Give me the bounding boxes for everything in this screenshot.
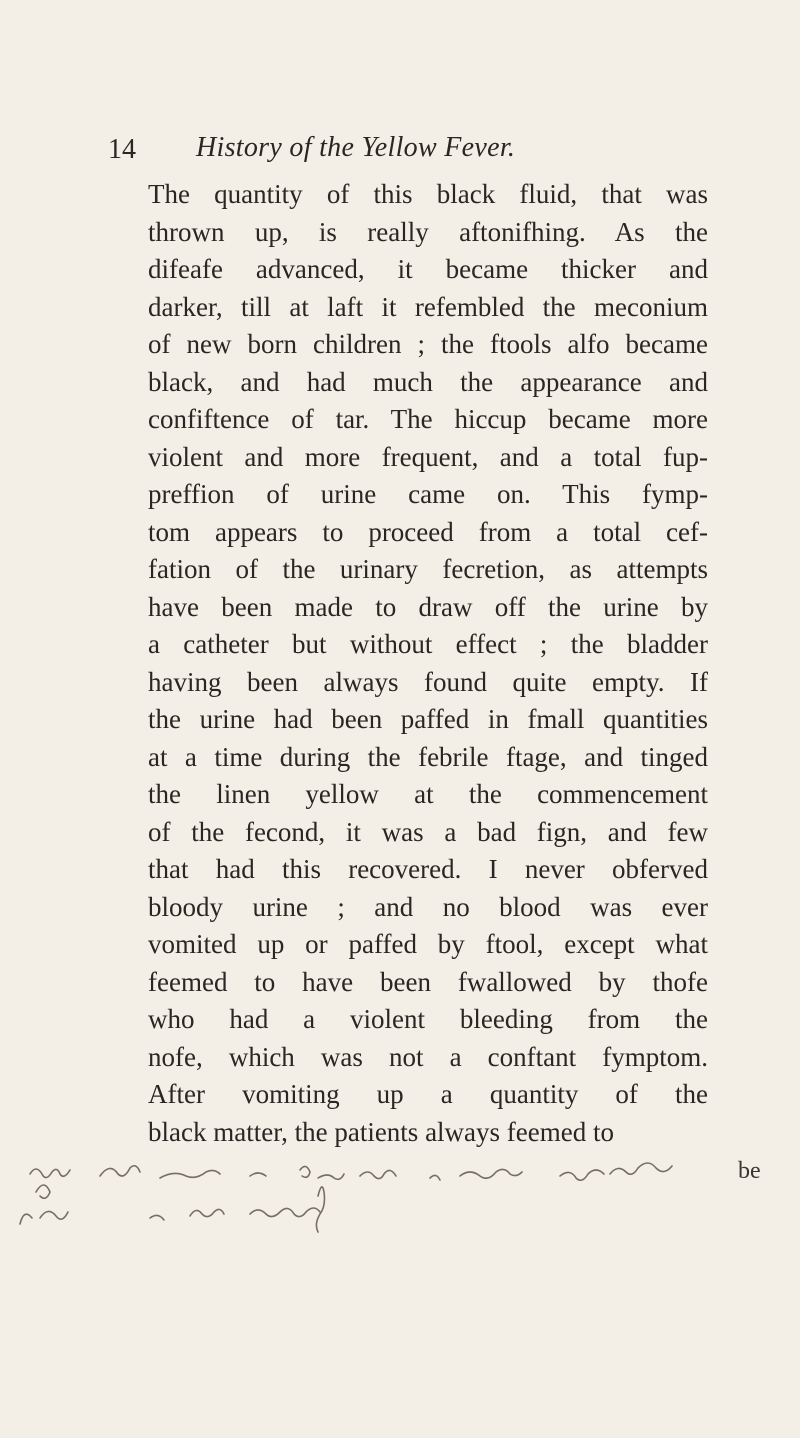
text-line: who had a violent bleeding from the xyxy=(148,1004,708,1034)
text-line: having been always found quite empty. If xyxy=(148,666,708,697)
catchword: be xyxy=(738,1158,761,1184)
handwriting-scribble-icon xyxy=(0,1152,800,1302)
text-line: tom appears to proceed from a total cef- xyxy=(148,516,708,547)
text-line: the urine had been paffed in fmall quantities xyxy=(148,704,708,734)
text-line: violent and more frequent, and a total fup- xyxy=(148,441,708,472)
text-line: at a time during the febrile ftage, and tinged xyxy=(148,741,708,772)
text-line: bloody urine ; and no blood was ever xyxy=(148,891,708,922)
text-line: have been made to draw off the urine by xyxy=(148,591,708,622)
text-line: fation of the urinary fecretion, as attempts xyxy=(148,554,708,584)
text-line: feemed to have been fwallowed by thofe xyxy=(148,966,708,997)
page-number: 14 xyxy=(108,134,136,165)
body-text xyxy=(148,176,708,1151)
text-line: confiftence of tar. The hiccup became more xyxy=(148,404,708,434)
running-title: History of the Yellow Fever. xyxy=(196,132,516,163)
text-line: that had this recovered. I never obferved xyxy=(148,854,708,884)
running-head xyxy=(108,132,708,172)
text-line: difeafe advanced, it became thicker and xyxy=(148,254,708,284)
text-line: of new born children ; the ftools alfo became xyxy=(148,329,708,359)
text-line: darker, till at laft it refembled the meconium xyxy=(148,291,708,322)
text-line: vomited up or paffed by ftool, except what xyxy=(148,929,708,959)
text-line: the linen yellow at the commencement xyxy=(148,779,708,809)
text-line: The quantity of this black fluid, that was xyxy=(148,179,708,209)
text-line: preffion of urine came on. This fymp- xyxy=(148,479,708,509)
text-line: of the fecond, it was a bad fign, and few xyxy=(148,816,708,847)
handwritten-annotation xyxy=(0,1152,800,1302)
text-line: After vomiting up a quantity of the xyxy=(148,1079,708,1109)
text-line: nofe, which was not a conftant fymptom. xyxy=(148,1041,708,1072)
text-line: a catheter but without effect ; the bladder xyxy=(148,629,708,659)
text-line: black matter, the patients always feemed to xyxy=(148,1116,614,1147)
text-line: black, and had much the appearance and xyxy=(148,366,708,397)
text-line: thrown up, is really aftonifhing. As the xyxy=(148,216,708,247)
